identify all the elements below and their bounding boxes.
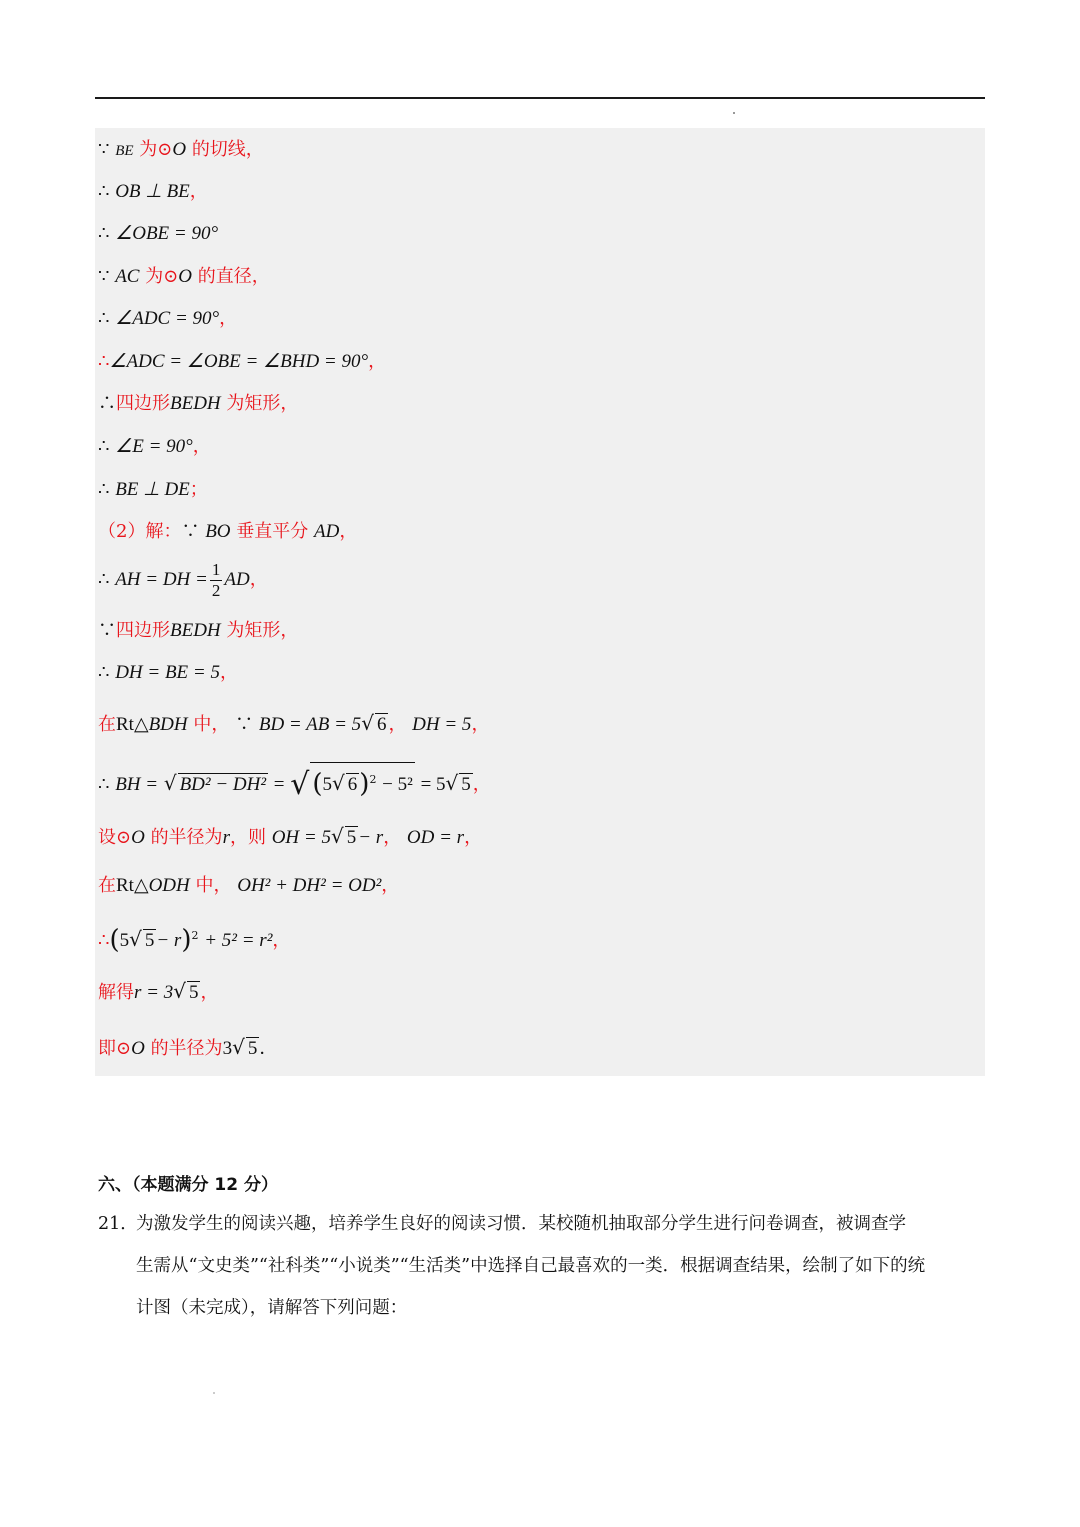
fraction (210, 560, 223, 601)
math: O (178, 266, 193, 287)
math: AH = DH = (115, 569, 208, 590)
radicand: BD² − DH² (179, 774, 267, 795)
therefore-symbol: ∴ (98, 569, 116, 590)
paren-open: ( (109, 925, 120, 955)
therefore-symbol: ∴ (98, 436, 116, 457)
punct: ． (259, 1038, 278, 1059)
punct: ， (339, 521, 358, 542)
speck (213, 1392, 215, 1394)
text: 即⊙ (98, 1038, 132, 1059)
solution-line-19 (98, 978, 218, 1006)
solution-line-10 (98, 519, 357, 545)
solution-line-7 (98, 391, 298, 417)
therefore-symbol: ∴ (98, 351, 110, 372)
exponent: 2 (191, 929, 199, 942)
math: ODH (148, 875, 190, 896)
math: ∠ADC = ∠OBE = ∠BHD = 90° (109, 351, 369, 372)
solution-line-13 (98, 660, 238, 686)
punct: ， (219, 308, 238, 329)
question-number: 21． (98, 1214, 138, 1234)
math: ∠OBE = 90° (115, 223, 219, 244)
solution-line-1 (98, 137, 264, 164)
solution-line-12 (98, 618, 298, 644)
solution-line-6 (98, 349, 386, 375)
question-line-1 (98, 1203, 988, 1245)
punct: ， (464, 827, 483, 848)
math: AC (115, 266, 140, 287)
text: 的半径为 (150, 1038, 223, 1059)
math: AD (313, 521, 340, 542)
text: 为矩形， (226, 393, 299, 414)
text: 解得 (98, 982, 134, 1003)
math: BEDH (170, 620, 221, 641)
header-rule (95, 97, 985, 99)
solution-line-16 (98, 823, 482, 851)
punct: ， (200, 982, 219, 1003)
math: = 5 (420, 774, 446, 795)
solution-line-15 (98, 762, 491, 805)
radical-sign: √ (330, 824, 344, 848)
math: + 5² = r² (204, 930, 273, 951)
question-21 (98, 1203, 988, 1329)
question-text: 为激发学生的阅读兴趣，培养学生良好的阅读习惯．某校随机抽取部分学生进行问卷调查，被调查学 (136, 1214, 906, 1234)
math: 3 (222, 1038, 233, 1059)
text: 四边形 (116, 620, 170, 641)
text: 在 (98, 714, 116, 735)
text: 设⊙ (98, 827, 132, 848)
math: DH = 5 (412, 714, 472, 735)
therefore-symbol: ∴ (98, 393, 116, 414)
punct: ； (189, 479, 208, 500)
punct: ， (272, 930, 291, 951)
radicand: 6 (347, 774, 358, 795)
radicand: 5 (247, 1038, 258, 1059)
because-symbol: ∵ (98, 266, 116, 287)
math: O (131, 1038, 145, 1059)
math: = (273, 774, 285, 795)
solution-line-14 (98, 710, 489, 738)
math: r = 3 (134, 982, 174, 1003)
solution-line-2 (98, 179, 208, 205)
solution-line-11 (98, 558, 268, 602)
text: 为矩形， (226, 620, 299, 641)
radicand: 6 (376, 714, 387, 735)
radical-sign: √ (290, 767, 310, 802)
math: OD = r (406, 827, 465, 848)
radical-sign: √ (163, 771, 177, 795)
solution-line-9 (98, 477, 208, 503)
solution-line-4 (98, 264, 270, 290)
math: 5 (119, 930, 130, 951)
math: OB ⊥ BE (115, 181, 190, 202)
paren-close: ) (359, 769, 370, 799)
math: − r (156, 930, 182, 951)
because-symbol: ∵ (98, 139, 116, 160)
text: 垂直平分 (236, 521, 309, 542)
math: 5 (322, 774, 333, 795)
therefore-symbol: ∴ (98, 662, 116, 683)
section-heading: 六、（本题满分 12 分） (98, 1175, 278, 1195)
exponent: 2 (369, 773, 377, 786)
because-symbol: ∵ (181, 521, 206, 542)
math: OH = 5 (271, 827, 331, 848)
radical-sign: √ (445, 771, 459, 795)
math: BE (115, 143, 134, 159)
radical-sign: √ (129, 927, 142, 951)
therefore-symbol: ∴ (98, 223, 116, 244)
math: O (131, 827, 145, 848)
therefore-symbol: ∴ (98, 479, 116, 500)
solution-line-8 (98, 434, 211, 460)
radicand: 5 (188, 982, 199, 1003)
question-line-2: 生需从“文史类”“社科类”“小说类”“生活类”中选择自己最喜欢的一类．根据调查结果，绘制了如下的统 (136, 1256, 926, 1276)
fraction-numerator: 1 (211, 559, 221, 579)
math: BEDH (170, 393, 221, 414)
text: 在 (98, 875, 116, 896)
radical-sign: √ (232, 1035, 245, 1059)
math: BO (205, 521, 231, 542)
solution-line-17 (98, 873, 399, 899)
solution-line-5 (98, 306, 237, 332)
math: BDH (148, 714, 188, 735)
math: ∠ADC = 90° (115, 308, 220, 329)
text: ，则 (229, 827, 266, 848)
math: BD = AB = 5 (258, 714, 362, 735)
text: 中， (195, 875, 232, 896)
math: − 5² (382, 774, 413, 795)
math: BE ⊥ DE (115, 479, 190, 500)
solution-line-18 (98, 918, 290, 959)
because-symbol: ∵ (235, 714, 259, 735)
radicand (310, 762, 414, 802)
text: 四边形 (116, 393, 170, 414)
solution-line-20 (98, 1034, 277, 1062)
punct: ， (249, 569, 268, 590)
math: ∠E = 90° (115, 436, 193, 457)
text: 为⊙ (139, 139, 173, 160)
paren-close: ) (181, 925, 192, 955)
fraction-denominator: 2 (211, 580, 221, 600)
speck (733, 112, 735, 114)
punct: ， (472, 774, 491, 795)
paren-open: ( (312, 769, 323, 799)
math: − r (358, 827, 384, 848)
punct: ， (383, 827, 402, 848)
math: DH = BE = 5 (115, 662, 220, 683)
text: 的半径为 (150, 827, 223, 848)
math: r (222, 827, 230, 848)
radical-sign: √ (173, 979, 186, 1003)
punct: ， (471, 714, 490, 735)
solution-line-3 (98, 221, 218, 247)
therefore-symbol: ∴ (98, 308, 116, 329)
math: Rt△ (116, 875, 149, 896)
math: OH² + DH² = OD² (237, 875, 382, 896)
part-label: （2）解： (98, 521, 182, 542)
question-line-3: 计图（未完成），请解答下列问题： (136, 1298, 408, 1318)
text: 中， (193, 714, 230, 735)
math: O (172, 139, 187, 160)
radicand: 5 (144, 930, 155, 951)
radical-sign: √ (332, 771, 345, 795)
punct: ， (368, 351, 387, 372)
because-symbol: ∵ (98, 620, 116, 641)
punct: ， (189, 181, 208, 202)
punct: ， (192, 436, 211, 457)
text: 为⊙ (145, 266, 179, 287)
math: Rt△ (116, 714, 149, 735)
text: 的切线， (191, 139, 264, 160)
math: AD (224, 569, 250, 590)
therefore-symbol: ∴ (98, 930, 110, 951)
radicand: 5 (461, 774, 471, 795)
radicand: 5 (346, 827, 357, 848)
punct: ， (219, 662, 238, 683)
therefore-symbol: ∴ (98, 181, 116, 202)
punct: ， (388, 714, 407, 735)
math: BH = (115, 774, 159, 795)
therefore-symbol: ∴ (98, 774, 116, 795)
punct: ， (381, 875, 400, 896)
text: 的直径， (197, 266, 270, 287)
radical-sign: √ (361, 711, 374, 735)
